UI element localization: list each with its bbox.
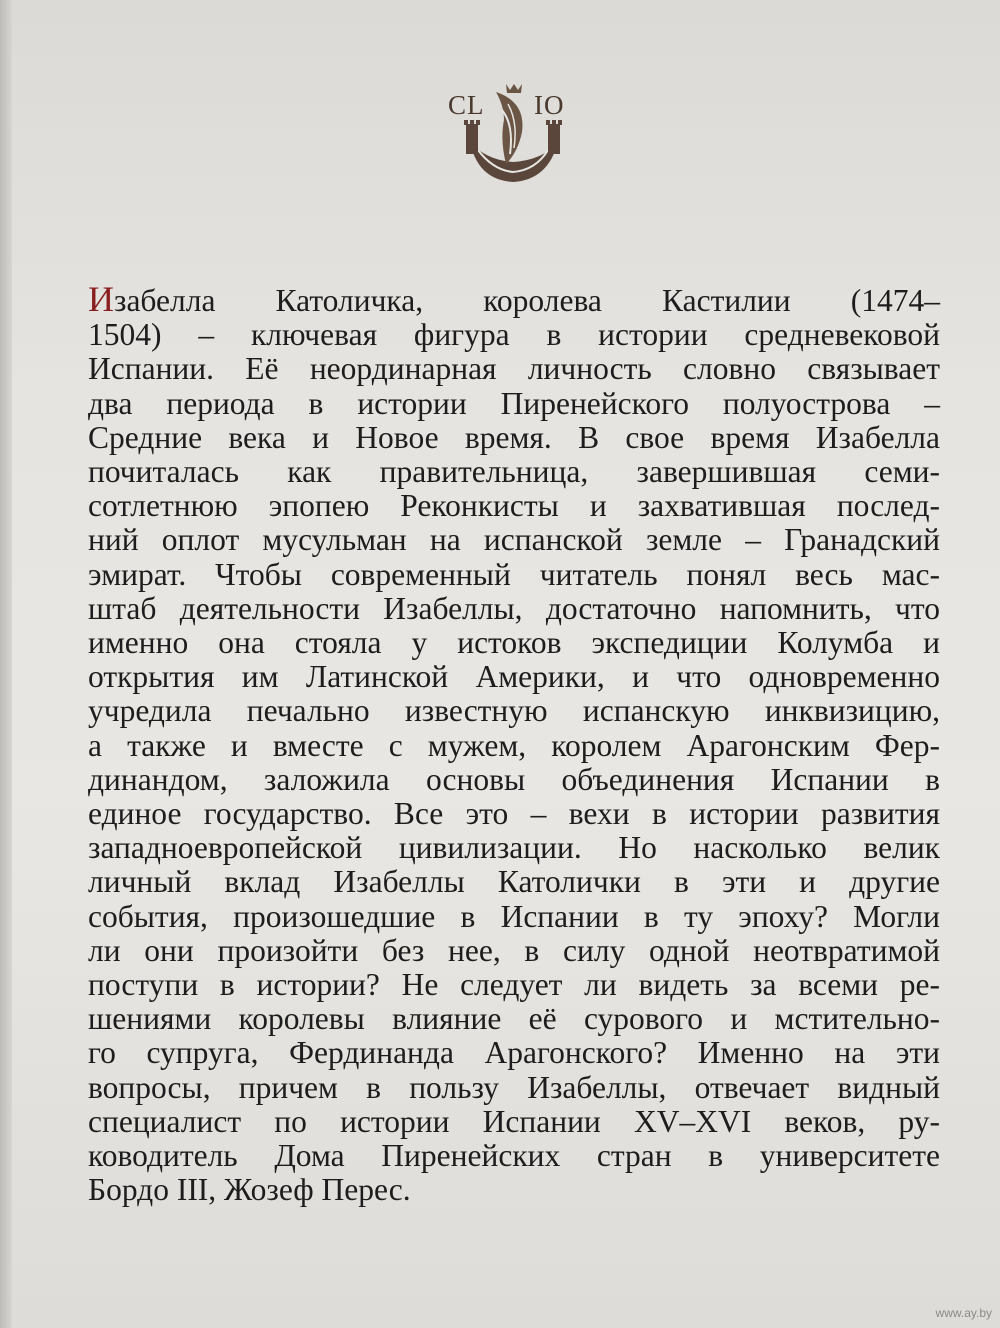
- text-line: шениями королевы влияние её сурового и мстительно-: [88, 1001, 940, 1037]
- text-line-last: Бордо III, Жозеф Перес.: [88, 1172, 411, 1208]
- text-line: Изабелла Католичка, королева Кастилии (1474–: [88, 279, 940, 319]
- text-line: специалист по истории Испании XV–XVI веков, ру-: [88, 1103, 940, 1139]
- text-line: штаб деятельности Изабеллы, достаточно напомнить, что: [88, 590, 940, 626]
- text-line: ли они произойти без нее, в силу одной неотвратимой: [88, 932, 940, 968]
- page-edge: [0, 0, 12, 1328]
- text-line: два периода в истории Пиренейского полуострова –: [88, 385, 940, 421]
- logo-left-letters: CL: [448, 90, 485, 120]
- text-line: Испании. Её неординарная личность словно связывает: [88, 351, 940, 387]
- text-line: го супруга, Фердинанда Арагонского? Именно на эти: [88, 1035, 940, 1071]
- text-line: западноевропейской цивилизации. Но насколько велик: [88, 830, 940, 866]
- text-line: события, произошедшие в Испании в ту эпоху? Могли: [88, 898, 940, 934]
- text-line: личный вклад Изабеллы Католички в эти и другие: [88, 864, 940, 900]
- text-line: учредила печально известную испанскую инквизицию,: [88, 693, 940, 729]
- annotation-text: [88, 279, 940, 1208]
- watermark: www.ay.by: [935, 1306, 992, 1320]
- text-line: сотлетнюю эпопею Реконкисты и захватившая послед-: [88, 488, 940, 524]
- text-line: эмират. Чтобы современный читатель понял весь мас-: [88, 556, 940, 592]
- text-line: поступи в истории? Не следует ли видеть за всеми ре-: [88, 967, 940, 1003]
- text-line: открытия им Латинской Америки, и что одновременно: [88, 659, 940, 695]
- text-line: Средние века и Новое время. В свое время Изабелла: [88, 419, 940, 455]
- logo-right-letters: IO: [534, 90, 565, 120]
- clio-logo: [448, 80, 578, 190]
- text-line: именно она стояла у истоков экспедиции Колумба и: [88, 625, 940, 661]
- text-line: почиталась как правительница, завершившая семи-: [88, 454, 940, 490]
- text-line: динандом, заложила основы объединения Испании в: [88, 761, 940, 797]
- text-line: 1504) – ключевая фигура в истории средневековой: [88, 317, 940, 353]
- drop-cap: И: [88, 279, 114, 319]
- text-line: ний оплот мусульман на испанской земле – Гранадский: [88, 522, 940, 558]
- text-line: а также и вместе с мужем, королем Арагонским Фер-: [88, 727, 940, 763]
- text-line: вопросы, причем в пользу Изабеллы, отвечает видный: [88, 1069, 940, 1105]
- text-line: ководитель Дома Пиренейских стран в университете: [88, 1138, 940, 1174]
- text-line: единое государство. Все это – вехи в истории развития: [88, 796, 940, 832]
